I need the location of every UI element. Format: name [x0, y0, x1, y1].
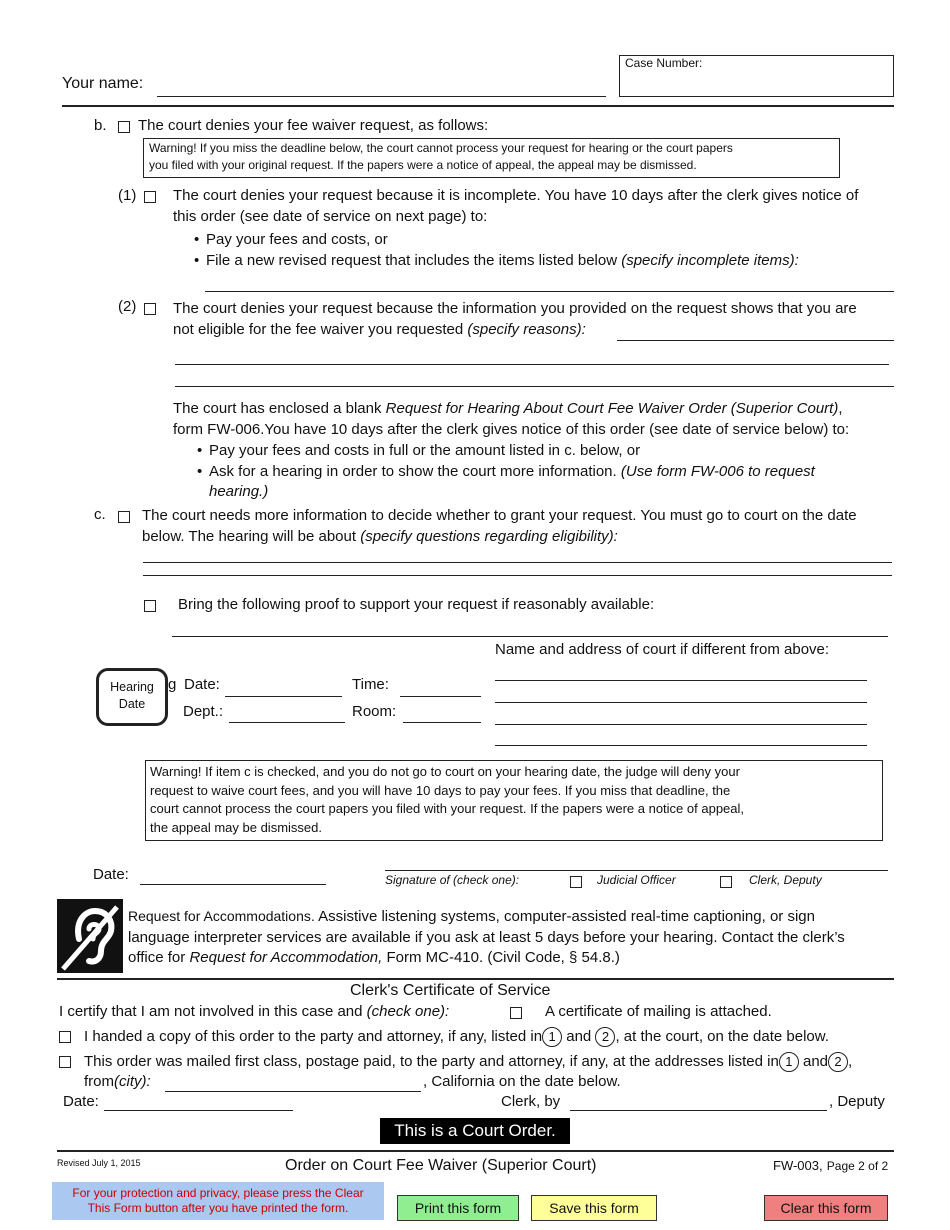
city-label: (city):	[114, 1073, 151, 1090]
clear-button[interactable]: Clear this form	[764, 1195, 888, 1221]
save-button[interactable]: Save this form	[531, 1195, 657, 1221]
clerk-certificate-divider	[57, 978, 894, 980]
privacy-notice	[52, 1182, 384, 1220]
item-2-bullet-2-italic: (Use form FW-006 to request	[620, 463, 815, 480]
handed-copy-checkbox[interactable]	[59, 1031, 71, 1043]
accommodations-text-3a: office for	[128, 949, 186, 966]
hearing-room-label: Room:	[352, 703, 397, 720]
signature-line[interactable]	[385, 870, 888, 871]
from-city-text	[84, 1073, 151, 1090]
accommodations-line-2: language interpreter services are available if you ask at least 5 days before your hearing. Contact the clerk’s	[128, 929, 845, 946]
case-number-label: Case Number:	[625, 56, 703, 70]
your-name-label: Your name:	[62, 75, 144, 92]
accommodations-text-3c: Form MC-410. (Civil Code, § 54.8.)	[386, 949, 620, 966]
section-b-letter: b.	[94, 117, 107, 134]
hearing-g-fragment: g	[168, 676, 177, 693]
handed-circle-2: 2	[595, 1027, 615, 1047]
handed-circle-1: 1	[542, 1027, 562, 1047]
item-2-bullet-1: Pay your fees and costs in full or the amount listed in c. below, or	[209, 442, 641, 459]
enclosed-line-1b: Request for Hearing About Court Fee Waiver Order (Superior Court)	[385, 400, 839, 417]
signature-of-label: Signature of (check one):	[385, 873, 520, 887]
item-2-text-line-2	[173, 321, 586, 338]
mailed-text-a: This order was mailed first class, postage paid, to the party and attorney, if any, at the addresses listed in	[84, 1053, 779, 1070]
ear-icon	[57, 899, 123, 973]
certify-text-main: I certify that I am not involved in this case and	[59, 1003, 363, 1020]
section-b-title: The court denies your fee waiver request, as follows:	[138, 117, 489, 134]
section-b-warning	[143, 138, 840, 178]
header-divider	[62, 105, 894, 107]
item-2-bullet-2	[209, 463, 815, 480]
court-address-line-4[interactable]	[495, 745, 867, 746]
mailing-attached-checkbox[interactable]	[510, 1007, 522, 1019]
mailed-circle-2: 2	[828, 1052, 848, 1072]
handed-copy-text	[84, 1027, 829, 1047]
certify-text-italic: (check one):	[366, 1003, 450, 1020]
section-c-warning-line-2: request to waive court fees, and you will have 10 days to pay your fees. If you miss that deadline, the	[150, 782, 731, 798]
certify-text	[59, 1003, 449, 1020]
hearing-date-input[interactable]	[225, 696, 342, 697]
item-1-bullet-2	[206, 252, 799, 269]
judicial-officer-checkbox[interactable]	[570, 876, 582, 888]
accommodations-text-3b: Request for Accommodation,	[189, 949, 383, 966]
accommodations-text-1: Assistive listening systems, computer-assisted real-time captioning, or sign	[318, 908, 815, 925]
form-title: Order on Court Fee Waiver (Superior Court)	[285, 1157, 597, 1174]
revised-date: Revised July 1, 2015	[57, 1158, 141, 1168]
item-2-bullet-2-italic-cont: hearing.)	[209, 483, 269, 500]
item-1-bullet-dot-1: •	[194, 231, 200, 248]
item-1-bullet-2-text: File a new revised request that includes the items listed below	[206, 252, 618, 269]
reasons-line-2[interactable]	[175, 364, 889, 365]
item-2-number: (2)	[118, 298, 137, 315]
handed-copy-text-c: , at the court, on the date below.	[615, 1028, 829, 1045]
clerk-by-input[interactable]	[570, 1110, 827, 1111]
judicial-officer-label: Judicial Officer	[597, 873, 676, 887]
deputy-label: , Deputy	[829, 1093, 885, 1110]
section-c-text-line-1: The court needs more information to decide whether to grant your request. You must go to court on the date	[142, 507, 857, 524]
hearing-date-badge	[96, 668, 168, 726]
hearing-room-input[interactable]	[403, 722, 481, 723]
section-c-warning-line-4: the appeal may be dismissed.	[150, 819, 322, 835]
court-address-label: Name and address of court if different from above:	[495, 641, 830, 658]
privacy-notice-line-1: For your protection and privacy, please press the Clear	[72, 1186, 364, 1200]
item-2-checkbox[interactable]	[144, 303, 156, 315]
proof-line[interactable]	[172, 636, 888, 637]
section-b-warning-line-2: you filed with your original request. If the papers were a notice of appeal, the appeal may be dismissed.	[149, 158, 697, 172]
accommodations-lead: Request for Accommodations.	[128, 908, 315, 924]
page-number: Page 2 of 2	[826, 1159, 889, 1173]
item-1-bullet-2-italic: (specify incomplete items):	[621, 252, 799, 269]
mailed-text	[84, 1052, 852, 1072]
signature-date-input[interactable]	[140, 884, 326, 885]
enclosed-line-2: form FW-006.You have 10 days after the clerk gives notice of this order (see date of service below) to:	[173, 421, 850, 438]
handed-copy-text-b: and	[566, 1028, 592, 1045]
item-2-bullet-2-text: Ask for a hearing in order to show the court more information.	[209, 463, 617, 480]
proof-checkbox[interactable]	[144, 600, 156, 612]
reasons-line-3[interactable]	[175, 386, 894, 387]
privacy-notice-line-2: This Form button after you have printed the form.	[87, 1201, 349, 1215]
enclosed-line-1	[173, 400, 843, 417]
section-c-text-line-2-italic: (specify questions regarding eligibility):	[360, 528, 618, 545]
california-text: , California on the date below.	[423, 1073, 621, 1090]
clerk-deputy-label: Clerk, Deputy	[749, 873, 822, 887]
section-c-warning-line-1: Warning! If item c is checked, and you do not go to court on your hearing date, the judge will deny your	[150, 764, 740, 779]
clerk-by-label: Clerk, by	[501, 1093, 561, 1110]
section-c-warning-line-3: court cannot process the court papers you filed with your request. If the papers were a notice of appeal,	[150, 801, 745, 816]
section-c-text-line-2	[142, 528, 618, 545]
item-1-bullet-dot-2: •	[194, 252, 200, 269]
handed-copy-text-a: I handed a copy of this order to the party and attorney, if any, listed in	[84, 1028, 543, 1045]
item-1-text-line-2: this order (see date of service on next page) to:	[173, 208, 488, 225]
certificate-date-label: Date:	[63, 1093, 99, 1110]
mailed-text-c: ,	[848, 1053, 853, 1070]
mailed-checkbox[interactable]	[59, 1056, 71, 1068]
court-address-line-2[interactable]	[495, 702, 867, 703]
court-order-banner: This is a Court Order.	[380, 1118, 570, 1144]
city-input[interactable]	[165, 1091, 421, 1092]
incomplete-items-line[interactable]	[205, 291, 894, 292]
item-2-bullet-dot-2: •	[197, 463, 203, 480]
certificate-date-input[interactable]	[104, 1110, 293, 1111]
eligibility-questions-line-2[interactable]	[143, 575, 892, 576]
eligibility-questions-line-1[interactable]	[143, 562, 892, 563]
section-c-checkbox[interactable]	[118, 511, 130, 523]
signature-date-label: Date:	[93, 866, 129, 883]
hearing-badge-line-1: Hearing	[110, 680, 154, 694]
hearing-dept-input[interactable]	[229, 722, 345, 723]
item-2-bullet-dot-1: •	[197, 442, 203, 459]
your-name-input[interactable]	[157, 96, 606, 97]
accommodations-line-3	[128, 949, 620, 966]
mailing-attached-label: A certificate of mailing is attached.	[545, 1003, 772, 1020]
item-1-bullet-1: Pay your fees and costs, or	[206, 231, 388, 248]
accommodations-line-1	[128, 908, 815, 925]
hearing-badge-line-2: Date	[118, 697, 146, 711]
from-label: from	[84, 1073, 114, 1090]
mailed-text-b: and	[802, 1053, 829, 1070]
item-2-text-line-1: The court denies your request because the information you provided on the request shows that you are	[173, 300, 857, 317]
clerk-certificate-title: Clerk's Certificate of Service	[350, 982, 551, 999]
section-b-checkbox[interactable]	[118, 121, 130, 133]
section-c-text-line-2-text: below. The hearing will be about	[142, 528, 357, 545]
proof-text: Bring the following proof to support your request if reasonably available:	[178, 596, 655, 613]
hearing-time-label: Time:	[352, 676, 389, 693]
court-address-line-3[interactable]	[495, 724, 867, 725]
item-1-number: (1)	[118, 187, 137, 204]
item-1-text-line-1: The court denies your request because it is incomplete. You have 10 days after the clerk gives notice of	[173, 187, 859, 204]
court-address-line-1[interactable]	[495, 680, 867, 681]
enclosed-line-1c: ,	[838, 400, 843, 417]
reasons-line-1[interactable]	[617, 340, 894, 341]
mailed-circle-1: 1	[779, 1052, 799, 1072]
form-number	[773, 1157, 888, 1174]
section-b-warning-line-1: Warning! If you miss the deadline below, the court cannot process your request for hearing or the court papers	[149, 141, 733, 155]
section-c-warning	[145, 760, 883, 841]
hearing-dept-label: Dept.:	[183, 703, 224, 720]
hearing-date-label: Date:	[184, 676, 220, 693]
clerk-deputy-checkbox[interactable]	[720, 876, 732, 888]
item-1-checkbox[interactable]	[144, 191, 156, 203]
item-2-text-line-2-text: not eligible for the fee waiver you requested	[173, 321, 464, 338]
footer-divider	[57, 1150, 894, 1152]
hearing-time-input[interactable]	[400, 696, 481, 697]
item-2-text-line-2-italic: (specify reasons):	[467, 321, 586, 338]
enclosed-line-1a: The court has enclosed a blank	[173, 400, 382, 417]
form-number-text: FW-003,	[773, 1158, 823, 1173]
section-c-letter: c.	[94, 506, 106, 523]
print-button[interactable]: Print this form	[397, 1195, 519, 1221]
